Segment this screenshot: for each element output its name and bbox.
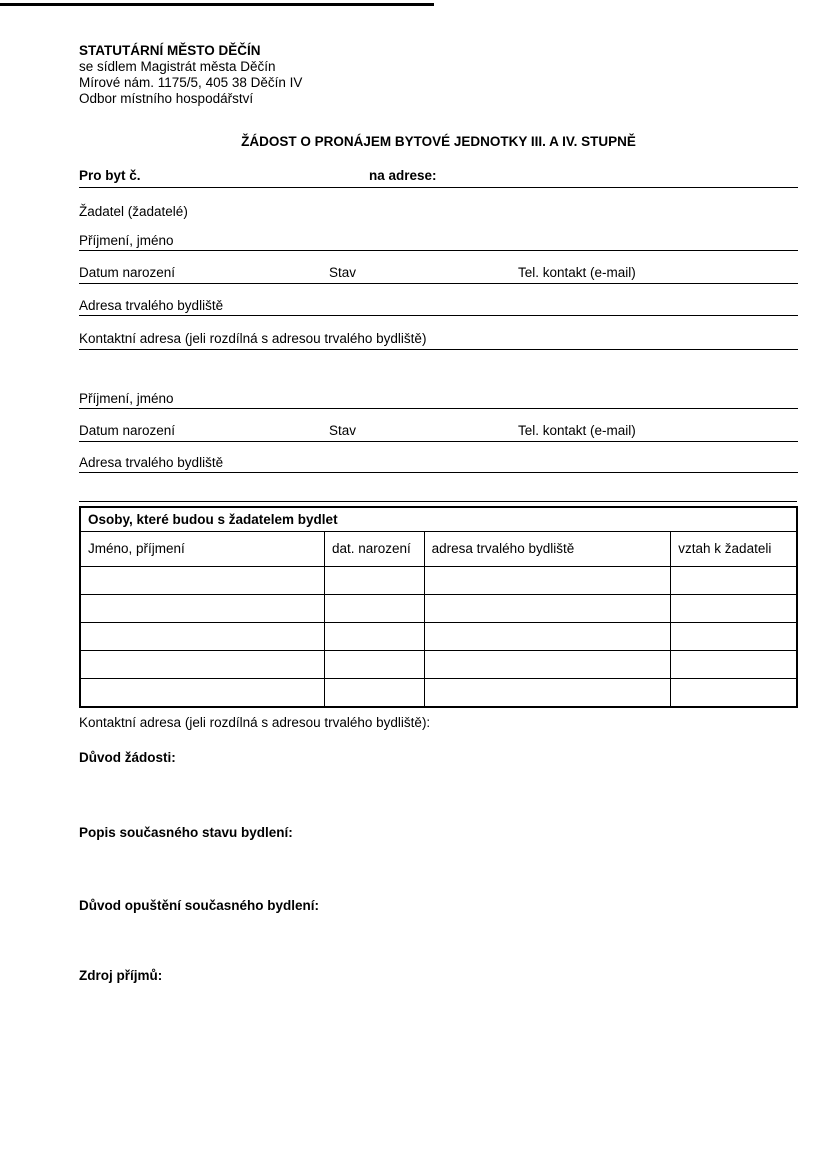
column-header-name: Jméno, příjmení	[80, 532, 324, 567]
table-cell-empty	[324, 679, 424, 708]
table-cell-empty	[324, 623, 424, 651]
applicant-section-label: Žadatel (žadatelé)	[79, 204, 188, 219]
table-cell-empty	[671, 623, 797, 651]
column-header-birthdate: dat. narození	[324, 532, 424, 567]
table-cell-empty	[424, 567, 671, 595]
applicant2-maritalstatus-label: Stav	[329, 423, 357, 438]
table-cell-empty	[80, 595, 324, 623]
applicant2-permanent-address-label: Adresa trvalého bydliště	[79, 455, 224, 470]
table-cell-empty	[324, 595, 424, 623]
applicant2-vitals-field-line	[79, 423, 798, 442]
table-cell-empty	[424, 679, 671, 708]
applicant2-permanent-address-field-line	[79, 455, 798, 473]
table-header-row	[80, 532, 797, 567]
applicant1-maritalstatus-label: Stav	[329, 265, 357, 280]
table-row	[80, 567, 797, 595]
applicant1-contact-address-field-line	[79, 331, 798, 350]
table-cell-empty	[80, 651, 324, 679]
current-housing-prompt: Popis současného stavu bydlení:	[79, 825, 293, 840]
table-cell-empty	[424, 623, 671, 651]
organization-address-line1: se sídlem Magistrát města Děčín	[79, 59, 276, 74]
table-top-rule	[79, 501, 797, 502]
applicant2-surname-field-line	[79, 391, 798, 409]
form-title: ŽÁDOST O PRONÁJEM BYTOVÉ JEDNOTKY III. A IV. STUPNĚ	[241, 134, 636, 149]
organization-address-line2: Mírové nám. 1175/5, 405 38 Děčín IV	[79, 75, 303, 90]
cohabitants-table-empty-rows	[80, 567, 797, 708]
letterhead	[79, 43, 798, 107]
applicant1-surname-label: Příjmení, jméno	[79, 233, 174, 248]
applicant1-phone-label: Tel. kontakt (e-mail)	[518, 265, 636, 280]
table-cell-empty	[671, 651, 797, 679]
request-reason-prompt: Důvod žádosti:	[79, 750, 176, 765]
applicant1-surname-field-line	[79, 233, 798, 251]
table-title: Osoby, které budou s žadatelem bydlet	[80, 507, 797, 532]
income-source-prompt: Zdroj příjmů:	[79, 968, 163, 983]
table-cell-empty	[671, 595, 797, 623]
table-row	[80, 623, 797, 651]
table-title-row	[80, 507, 797, 532]
applicant1-contact-address-label: Kontaktní adresa (jeli rozdílná s adresou trvalého bydliště)	[79, 331, 427, 346]
table-row	[80, 679, 797, 708]
applicant1-vitals-field-line	[79, 265, 798, 284]
applicant1-birthdate-label: Datum narození	[79, 265, 176, 280]
table-cell-empty	[324, 567, 424, 595]
cohabitants-table	[79, 506, 798, 708]
table-cell-empty	[80, 623, 324, 651]
column-header-address: adresa trvalého bydliště	[424, 532, 671, 567]
table-cell-empty	[324, 651, 424, 679]
table-cell-empty	[80, 679, 324, 708]
form-content	[79, 0, 798, 1169]
table-cell-empty	[424, 651, 671, 679]
applicant2-surname-label: Příjmení, jméno	[79, 391, 174, 406]
applicant1-permanent-address-field-line	[79, 298, 798, 316]
leaving-reason-prompt: Důvod opuštění současného bydlení:	[79, 898, 320, 913]
contact-address-alt-prompt: Kontaktní adresa (jeli rozdílná s adresou trvalého bydliště):	[79, 715, 431, 730]
organization-name: STATUTÁRNÍ MĚSTO DĚČÍN	[79, 43, 261, 58]
flat-address-label: na adrese:	[369, 168, 437, 183]
organization-department: Odbor místního hospodářství	[79, 91, 254, 106]
table-cell-empty	[671, 567, 797, 595]
applicant2-phone-label: Tel. kontakt (e-mail)	[518, 423, 636, 438]
flat-number-label: Pro byt č.	[79, 168, 141, 183]
flat-number-field-line	[79, 168, 798, 188]
table-cell-empty	[671, 679, 797, 708]
applicant2-birthdate-label: Datum narození	[79, 423, 176, 438]
applicant1-permanent-address-label: Adresa trvalého bydliště	[79, 298, 224, 313]
column-header-relation: vztah k žadateli	[671, 532, 797, 567]
table-cell-empty	[424, 595, 671, 623]
table-cell-empty	[80, 567, 324, 595]
table-row	[80, 595, 797, 623]
table-row	[80, 651, 797, 679]
